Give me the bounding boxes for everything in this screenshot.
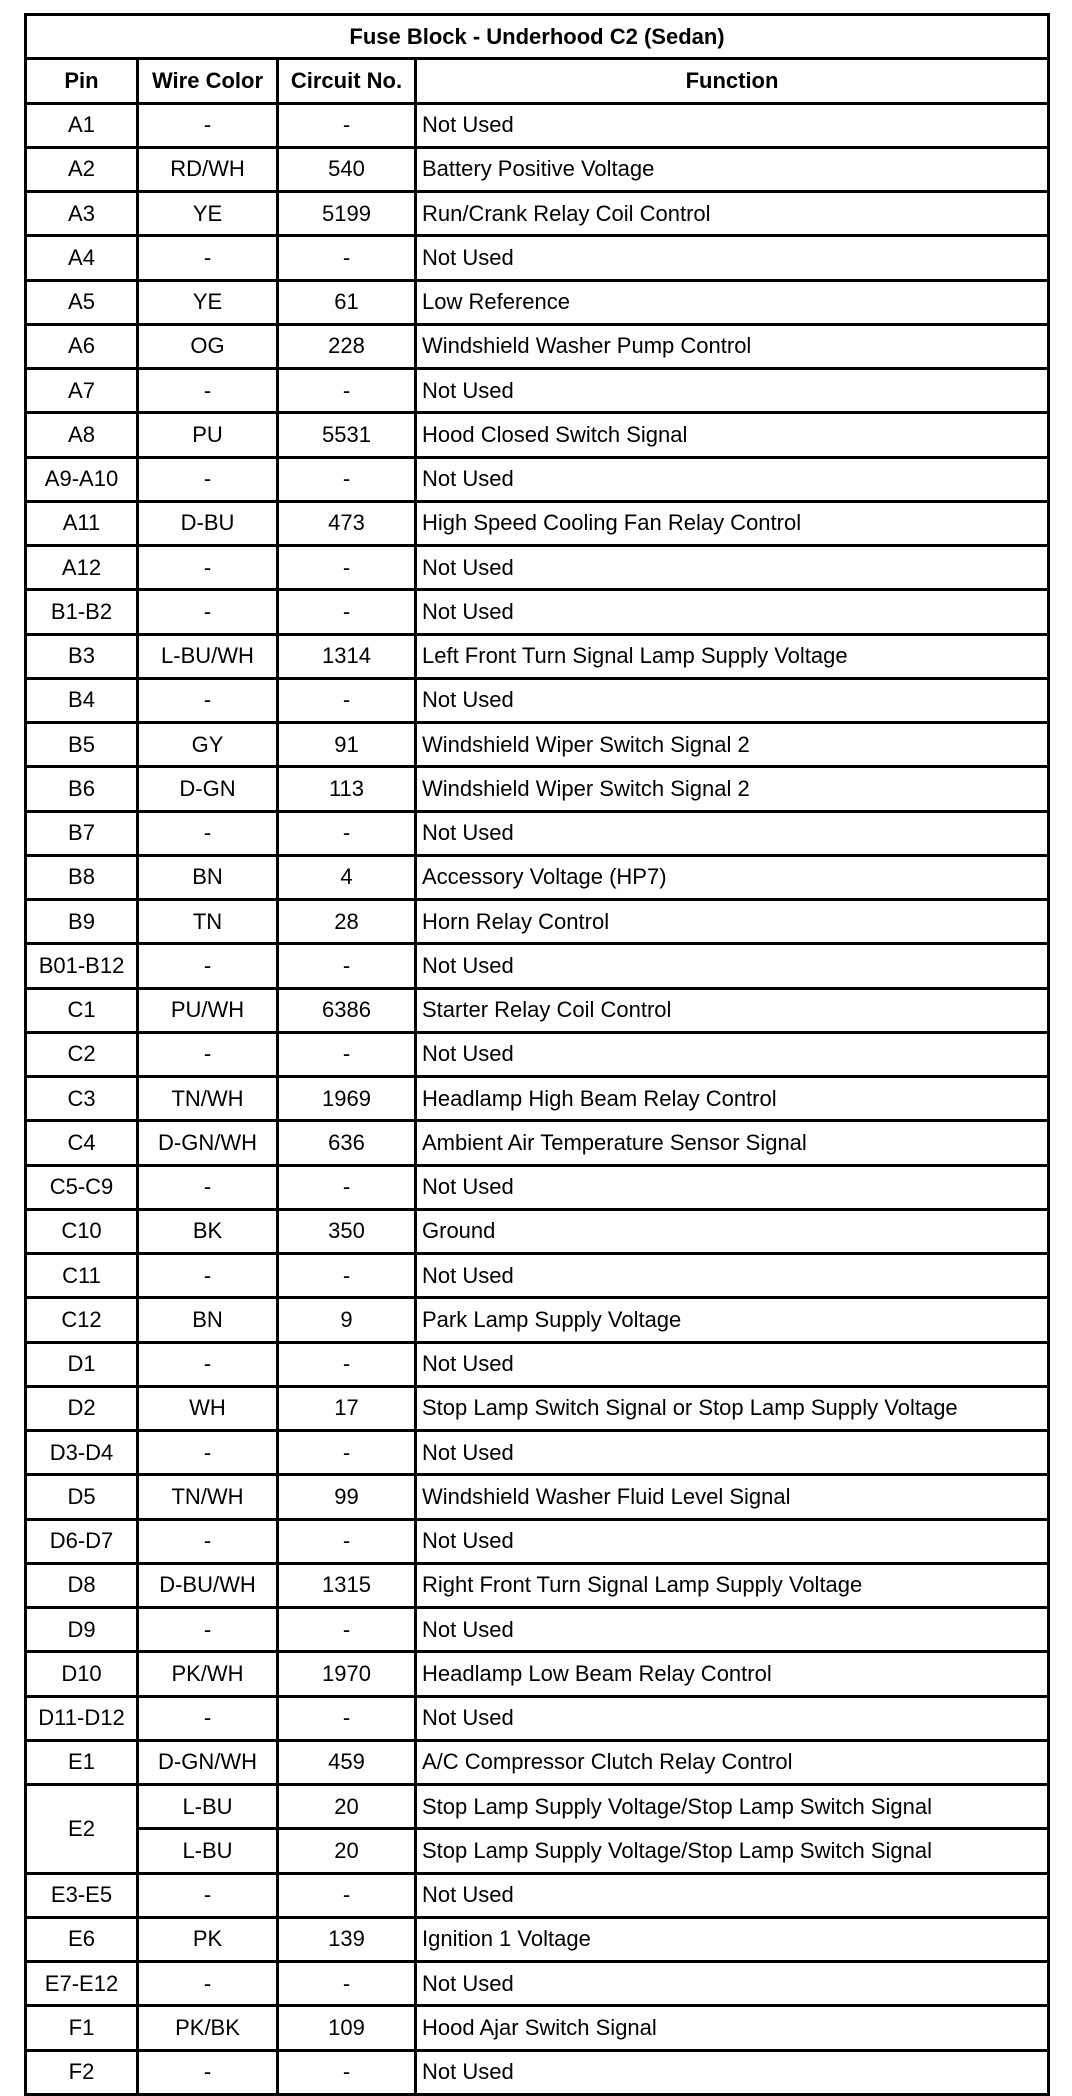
function-cell: Horn Relay Control: [416, 900, 1049, 944]
pin-cell: B3: [26, 634, 138, 678]
title-row: [26, 15, 1049, 59]
function-cell: Not Used: [416, 811, 1049, 855]
function-cell: Low Reference: [416, 280, 1049, 324]
pin-cell: C12: [26, 1298, 138, 1342]
circuit-cell: 1314: [278, 634, 416, 678]
wire-color-cell: -: [138, 1519, 278, 1563]
pin-cell: C1: [26, 988, 138, 1032]
circuit-cell: -: [278, 1254, 416, 1298]
pin-cell: D1: [26, 1342, 138, 1386]
circuit-cell: -: [278, 2050, 416, 2094]
wire-color-cell: -: [138, 944, 278, 988]
pin-cell: A8: [26, 413, 138, 457]
table-row: [26, 1652, 1049, 1696]
pin-cell: A5: [26, 280, 138, 324]
wire-color-cell: BN: [138, 1298, 278, 1342]
function-cell: Starter Relay Coil Control: [416, 988, 1049, 1032]
circuit-cell: 20: [278, 1829, 416, 1873]
function-cell: Ignition 1 Voltage: [416, 1917, 1049, 1961]
circuit-cell: -: [278, 1342, 416, 1386]
circuit-cell: -: [278, 811, 416, 855]
table-row: [26, 2006, 1049, 2050]
circuit-cell: 91: [278, 723, 416, 767]
wire-color-cell: L-BU/WH: [138, 634, 278, 678]
pin-cell: B1-B2: [26, 590, 138, 634]
pin-cell: A9-A10: [26, 457, 138, 501]
table-row: [26, 192, 1049, 236]
function-cell: Not Used: [416, 2050, 1049, 2094]
circuit-cell: 5199: [278, 192, 416, 236]
function-cell: Hood Closed Switch Signal: [416, 413, 1049, 457]
table-row: [26, 988, 1049, 1032]
pin-cell: B01-B12: [26, 944, 138, 988]
pin-cell: A7: [26, 369, 138, 413]
pin-cell: D5: [26, 1475, 138, 1519]
header-wire-color: Wire Color: [138, 59, 278, 103]
function-cell: Park Lamp Supply Voltage: [416, 1298, 1049, 1342]
function-cell: Accessory Voltage (HP7): [416, 855, 1049, 899]
wire-color-cell: PK/WH: [138, 1652, 278, 1696]
table-row: [26, 103, 1049, 147]
pin-cell: E1: [26, 1740, 138, 1784]
pin-cell: E6: [26, 1917, 138, 1961]
wire-color-cell: -: [138, 1032, 278, 1076]
table-row: [26, 413, 1049, 457]
function-cell: Not Used: [416, 1519, 1049, 1563]
function-cell: Not Used: [416, 1696, 1049, 1740]
table-row: [26, 767, 1049, 811]
function-cell: Windshield Washer Pump Control: [416, 324, 1049, 368]
circuit-cell: 17: [278, 1386, 416, 1430]
circuit-cell: 113: [278, 767, 416, 811]
circuit-cell: -: [278, 678, 416, 722]
wire-color-cell: -: [138, 1873, 278, 1917]
circuit-cell: 4: [278, 855, 416, 899]
pin-cell: C2: [26, 1032, 138, 1076]
function-cell: Not Used: [416, 1254, 1049, 1298]
table-row: [26, 1342, 1049, 1386]
circuit-cell: -: [278, 1696, 416, 1740]
wire-color-cell: RD/WH: [138, 147, 278, 191]
header-row: [26, 59, 1049, 103]
pinout-document: [24, 13, 1050, 2096]
circuit-cell: 1970: [278, 1652, 416, 1696]
circuit-cell: 473: [278, 501, 416, 545]
wire-color-cell: WH: [138, 1386, 278, 1430]
circuit-cell: 20: [278, 1785, 416, 1829]
circuit-cell: -: [278, 1519, 416, 1563]
circuit-cell: 459: [278, 1740, 416, 1784]
function-cell: Not Used: [416, 944, 1049, 988]
function-cell: Right Front Turn Signal Lamp Supply Voltage: [416, 1563, 1049, 1607]
table-row: [26, 324, 1049, 368]
circuit-cell: 6386: [278, 988, 416, 1032]
table-row: [26, 1386, 1049, 1430]
function-cell: Not Used: [416, 236, 1049, 280]
table-row: [26, 147, 1049, 191]
table-row: [26, 2050, 1049, 2094]
circuit-cell: 1315: [278, 1563, 416, 1607]
table-row: [26, 1519, 1049, 1563]
wire-color-cell: -: [138, 103, 278, 147]
wire-color-cell: BN: [138, 855, 278, 899]
header-pin: Pin: [26, 59, 138, 103]
table-row: [26, 678, 1049, 722]
pin-cell: A1: [26, 103, 138, 147]
pinout-table: [24, 13, 1050, 2096]
wire-color-cell: PK/BK: [138, 2006, 278, 2050]
pin-cell: B7: [26, 811, 138, 855]
table-row: [26, 855, 1049, 899]
pin-cell: D10: [26, 1652, 138, 1696]
wire-color-cell: -: [138, 457, 278, 501]
wire-color-cell: D-GN/WH: [138, 1740, 278, 1784]
table-body: [26, 103, 1049, 2094]
function-cell: Not Used: [416, 1342, 1049, 1386]
function-cell: Windshield Washer Fluid Level Signal: [416, 1475, 1049, 1519]
wire-color-cell: -: [138, 1962, 278, 2006]
table-row: [26, 1298, 1049, 1342]
table-row: [26, 1917, 1049, 1961]
circuit-cell: -: [278, 546, 416, 590]
function-cell: Stop Lamp Switch Signal or Stop Lamp Supply Voltage: [416, 1386, 1049, 1430]
pin-cell: C11: [26, 1254, 138, 1298]
table-row: [26, 1032, 1049, 1076]
function-cell: Stop Lamp Supply Voltage/Stop Lamp Switch Signal: [416, 1785, 1049, 1829]
function-cell: High Speed Cooling Fan Relay Control: [416, 501, 1049, 545]
circuit-cell: -: [278, 1962, 416, 2006]
circuit-cell: -: [278, 590, 416, 634]
wire-color-cell: -: [138, 811, 278, 855]
wire-color-cell: TN/WH: [138, 1475, 278, 1519]
circuit-cell: -: [278, 1032, 416, 1076]
wire-color-cell: -: [138, 1696, 278, 1740]
circuit-cell: 636: [278, 1121, 416, 1165]
pin-cell: A3: [26, 192, 138, 236]
pin-cell: C5-C9: [26, 1165, 138, 1209]
table-row: [26, 280, 1049, 324]
table-row: [26, 900, 1049, 944]
wire-color-cell: -: [138, 1254, 278, 1298]
table-row: [26, 723, 1049, 767]
pin-cell: C3: [26, 1077, 138, 1121]
function-cell: Headlamp Low Beam Relay Control: [416, 1652, 1049, 1696]
function-cell: Not Used: [416, 1032, 1049, 1076]
circuit-cell: 99: [278, 1475, 416, 1519]
table-row: [26, 1475, 1049, 1519]
wire-color-cell: YE: [138, 280, 278, 324]
function-cell: Not Used: [416, 1431, 1049, 1475]
table-row: [26, 1608, 1049, 1652]
table-row: [26, 1785, 1049, 1829]
pin-cell: D9: [26, 1608, 138, 1652]
table-row: [26, 1431, 1049, 1475]
pin-cell: C10: [26, 1209, 138, 1253]
function-cell: Not Used: [416, 590, 1049, 634]
function-cell: Not Used: [416, 678, 1049, 722]
circuit-cell: 61: [278, 280, 416, 324]
table-row: [26, 1829, 1049, 1873]
circuit-cell: 5531: [278, 413, 416, 457]
function-cell: Not Used: [416, 457, 1049, 501]
circuit-cell: -: [278, 1873, 416, 1917]
function-cell: Run/Crank Relay Coil Control: [416, 192, 1049, 236]
function-cell: Not Used: [416, 1962, 1049, 2006]
wire-color-cell: -: [138, 546, 278, 590]
function-cell: Left Front Turn Signal Lamp Supply Voltage: [416, 634, 1049, 678]
wire-color-cell: -: [138, 2050, 278, 2094]
wire-color-cell: D-GN/WH: [138, 1121, 278, 1165]
table-row: [26, 811, 1049, 855]
table-row: [26, 590, 1049, 634]
function-cell: Headlamp High Beam Relay Control: [416, 1077, 1049, 1121]
table-row: [26, 1740, 1049, 1784]
pin-cell: C4: [26, 1121, 138, 1165]
pin-cell: D11-D12: [26, 1696, 138, 1740]
wire-color-cell: D-BU/WH: [138, 1563, 278, 1607]
pin-cell: E3-E5: [26, 1873, 138, 1917]
pin-cell: D2: [26, 1386, 138, 1430]
function-cell: Not Used: [416, 1873, 1049, 1917]
wire-color-cell: YE: [138, 192, 278, 236]
table-row: [26, 1077, 1049, 1121]
table-row: [26, 1563, 1049, 1607]
table-row: [26, 1165, 1049, 1209]
circuit-cell: -: [278, 944, 416, 988]
function-cell: Not Used: [416, 103, 1049, 147]
wire-color-cell: GY: [138, 723, 278, 767]
table-row: [26, 457, 1049, 501]
wire-color-cell: BK: [138, 1209, 278, 1253]
function-cell: Ambient Air Temperature Sensor Signal: [416, 1121, 1049, 1165]
circuit-cell: -: [278, 1165, 416, 1209]
pin-cell: B8: [26, 855, 138, 899]
pin-cell: A4: [26, 236, 138, 280]
table-row: [26, 944, 1049, 988]
wire-color-cell: -: [138, 678, 278, 722]
pin-cell: F1: [26, 2006, 138, 2050]
circuit-cell: -: [278, 369, 416, 413]
circuit-cell: 9: [278, 1298, 416, 1342]
table-row: [26, 369, 1049, 413]
pin-cell: F2: [26, 2050, 138, 2094]
table-row: [26, 236, 1049, 280]
pin-cell: A2: [26, 147, 138, 191]
circuit-cell: 350: [278, 1209, 416, 1253]
circuit-cell: 540: [278, 147, 416, 191]
table-row: [26, 1121, 1049, 1165]
pin-cell: B6: [26, 767, 138, 811]
pin-cell: A6: [26, 324, 138, 368]
wire-color-cell: -: [138, 1431, 278, 1475]
header-function: Function: [416, 59, 1049, 103]
function-cell: Not Used: [416, 1165, 1049, 1209]
circuit-cell: -: [278, 457, 416, 501]
wire-color-cell: L-BU: [138, 1829, 278, 1873]
wire-color-cell: -: [138, 369, 278, 413]
wire-color-cell: -: [138, 1165, 278, 1209]
function-cell: Hood Ajar Switch Signal: [416, 2006, 1049, 2050]
pin-cell: E7-E12: [26, 1962, 138, 2006]
table-row: [26, 546, 1049, 590]
table-row: [26, 1254, 1049, 1298]
function-cell: Battery Positive Voltage: [416, 147, 1049, 191]
table-row: [26, 501, 1049, 545]
function-cell: A/C Compressor Clutch Relay Control: [416, 1740, 1049, 1784]
wire-color-cell: PU: [138, 413, 278, 457]
circuit-cell: -: [278, 236, 416, 280]
pin-cell: A12: [26, 546, 138, 590]
wire-color-cell: -: [138, 590, 278, 634]
wire-color-cell: TN/WH: [138, 1077, 278, 1121]
pin-cell: B5: [26, 723, 138, 767]
function-cell: Not Used: [416, 369, 1049, 413]
circuit-cell: 228: [278, 324, 416, 368]
circuit-cell: 28: [278, 900, 416, 944]
pin-cell: B9: [26, 900, 138, 944]
header-circuit-no: Circuit No.: [278, 59, 416, 103]
function-cell: Not Used: [416, 546, 1049, 590]
pin-cell: E2: [26, 1785, 138, 1874]
wire-color-cell: L-BU: [138, 1785, 278, 1829]
wire-color-cell: D-GN: [138, 767, 278, 811]
function-cell: Stop Lamp Supply Voltage/Stop Lamp Switch Signal: [416, 1829, 1049, 1873]
function-cell: Ground: [416, 1209, 1049, 1253]
table-row: [26, 1873, 1049, 1917]
table-row: [26, 1962, 1049, 2006]
wire-color-cell: D-BU: [138, 501, 278, 545]
function-cell: Windshield Wiper Switch Signal 2: [416, 767, 1049, 811]
table-row: [26, 1696, 1049, 1740]
pin-cell: B4: [26, 678, 138, 722]
pin-cell: D3-D4: [26, 1431, 138, 1475]
circuit-cell: 139: [278, 1917, 416, 1961]
table-title: Fuse Block - Underhood C2 (Sedan): [26, 15, 1049, 59]
wire-color-cell: TN: [138, 900, 278, 944]
table-row: [26, 1209, 1049, 1253]
wire-color-cell: PU/WH: [138, 988, 278, 1032]
pin-cell: D6-D7: [26, 1519, 138, 1563]
pin-cell: D8: [26, 1563, 138, 1607]
wire-color-cell: -: [138, 1608, 278, 1652]
table-row: [26, 634, 1049, 678]
wire-color-cell: OG: [138, 324, 278, 368]
circuit-cell: 1969: [278, 1077, 416, 1121]
function-cell: Not Used: [416, 1608, 1049, 1652]
wire-color-cell: -: [138, 1342, 278, 1386]
circuit-cell: -: [278, 103, 416, 147]
pin-cell: A11: [26, 501, 138, 545]
wire-color-cell: PK: [138, 1917, 278, 1961]
circuit-cell: -: [278, 1608, 416, 1652]
function-cell: Windshield Wiper Switch Signal 2: [416, 723, 1049, 767]
circuit-cell: 109: [278, 2006, 416, 2050]
wire-color-cell: -: [138, 236, 278, 280]
circuit-cell: -: [278, 1431, 416, 1475]
